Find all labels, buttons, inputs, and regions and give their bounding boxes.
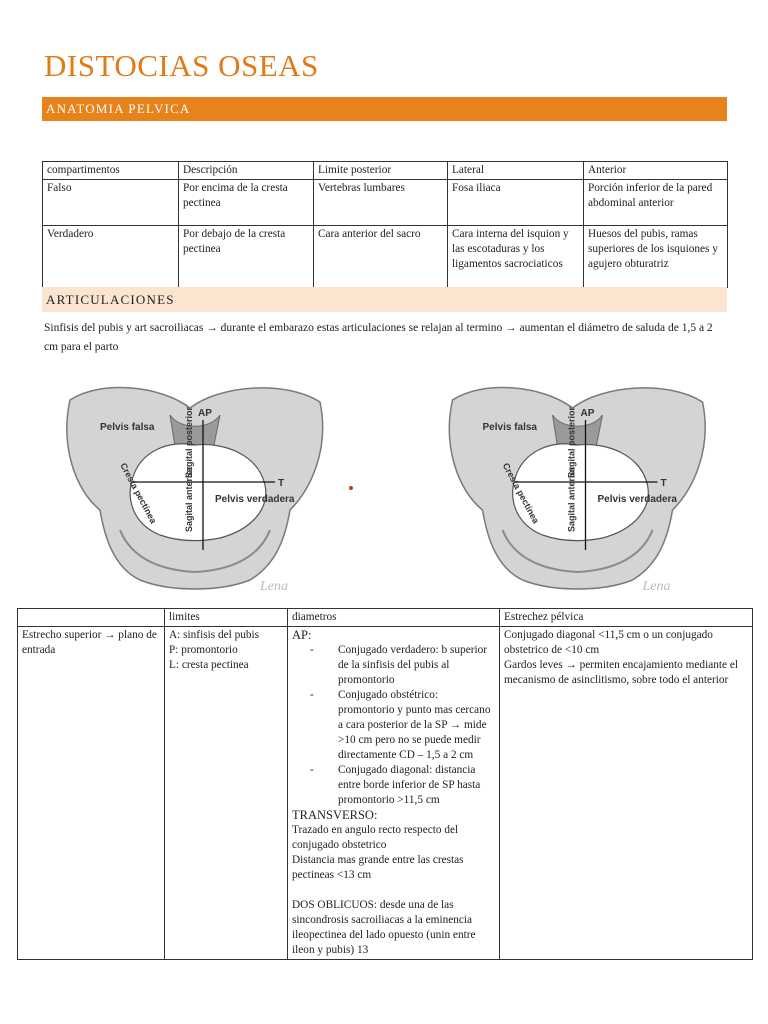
row-label: Estrecho superior → plano de entrada: [18, 627, 165, 960]
header-cell: Limite posterior: [314, 162, 448, 180]
table-cell: Verdadero: [43, 226, 179, 288]
limite-item: P: promontorio: [169, 644, 238, 656]
diametros-cell: [288, 627, 500, 960]
table-row: [18, 627, 753, 960]
ap-label: AP: [580, 408, 595, 419]
table-row: [43, 180, 728, 226]
red-dot: [349, 486, 353, 490]
table-header-row: [43, 162, 728, 180]
table-cell: Porción inferior de la pared abdominal anterior: [584, 180, 728, 226]
pelvis-verdadera-label: Pelvis verdadera: [597, 494, 677, 505]
sagital-anterior-label: Sagital anterior: [566, 466, 577, 532]
list-item: - Conjugado obstétrico: promontorio y punto mas cercano a cara posterior de la SP → mide >10 cm pero no se puede medir directamente CD – 1,5 a 2 cm: [338, 688, 495, 763]
pelvic-inlet: [130, 444, 266, 541]
table-cell: Por debajo de la cresta pectinea: [179, 226, 314, 288]
table-cell: Vertebras lumbares: [314, 180, 448, 226]
oblicuos-text: DOS OBLICUOS: desde una de las sincondrosis sacroiliacas a la eminencia ileopectinea del lado opuesto (unin entre ileon y pubis) 13: [292, 899, 476, 956]
section-heading-articulaciones: ARTICULACIONES: [42, 287, 727, 312]
pelvis-falsa-label: Pelvis falsa: [100, 422, 155, 433]
transverso-text: Distancia mas grande entre las crestas pectineas <13 cm: [292, 854, 464, 881]
header-cell: Estrechez pélvica: [500, 609, 753, 627]
header-cell: Anterior: [584, 162, 728, 180]
limites-cell: [165, 627, 288, 960]
table-header-row: [18, 609, 753, 627]
estrechez-cell: [500, 627, 753, 960]
header-cell: Descripción: [179, 162, 314, 180]
list-item: - Conjugado diagonal: distancia entre borde inferior de SP hasta promontorio >11,5 cm: [338, 763, 495, 808]
table-cell: Falso: [43, 180, 179, 226]
watermark-label: Lena: [260, 579, 288, 594]
sagital-anterior-label: Sagital anterior: [184, 466, 194, 532]
ap-list: [292, 643, 495, 808]
t-label: T: [278, 478, 285, 489]
limite-item: L: cresta pectinea: [169, 659, 249, 671]
pelvis-diagram-right: [435, 380, 720, 595]
sagital-posterior-label: Sagital posterior: [566, 406, 577, 478]
t-label: T: [660, 478, 667, 489]
table-cell: Huesos del pubis, ramas superiores de los isquiones y agujero obturatriz: [584, 226, 728, 288]
header-cell: diametros: [288, 609, 500, 627]
sagital-posterior-label: Sagital posterior: [184, 406, 194, 478]
table-cell: Por encima de la cresta pectinea: [179, 180, 314, 226]
header-cell: Lateral: [448, 162, 584, 180]
pelvis-falsa-label: Pelvis falsa: [482, 422, 537, 433]
estrecho-table: [17, 608, 753, 960]
anatomy-table: [42, 161, 728, 288]
section-heading-anatomia: ANATOMIA PELVICA: [42, 97, 727, 121]
pelvis-verdadera-label: Pelvis verdadera: [215, 494, 295, 505]
table-cell: Fosa iliaca: [448, 180, 584, 226]
page-title: DISTOCIAS OSEAS: [44, 48, 319, 83]
ap-heading: AP:: [292, 628, 312, 642]
cresta-pectinea-label: Cresta pectínea: [118, 461, 159, 526]
ap-label: AP: [198, 408, 212, 419]
intro-paragraph: Sinfisis del pubis y art sacroiliacas → durante el embarazo estas articulaciones se relajan al termino → aumentan el diámetro de saluda de 1,5 a 2 cm para el parto: [44, 322, 713, 353]
transverso-text: Trazado en angulo recto respecto del conjugado obstetrico: [292, 824, 459, 851]
pelvis-diagram-left: [60, 380, 330, 595]
cresta-pectinea-label: Cresta pectínea: [500, 461, 542, 526]
transverso-heading: TRANSVERSO:: [292, 808, 378, 822]
estrechez-text: Conjugado diagonal <11,5 cm o un conjugado obstetrico de <10 cm: [504, 629, 713, 656]
header-cell: compartimentos: [43, 162, 179, 180]
watermark-label: Lena: [642, 579, 671, 594]
table-cell: Cara interna del isquion y las escotaduras y los ligamentos sacrociaticos: [448, 226, 584, 288]
header-cell: limites: [165, 609, 288, 627]
spacer: [292, 883, 495, 898]
table-cell: Cara anterior del sacro: [314, 226, 448, 288]
header-cell: [18, 609, 165, 627]
estrechez-text: Gardos leves → permiten encajamiento mediante el mecanismo de asinclitismo, sobre todo el anterior: [504, 659, 739, 686]
limite-item: A: sinfisis del pubis: [169, 629, 260, 641]
table-row: [43, 226, 728, 288]
pelvic-inlet: [513, 444, 649, 541]
list-item: - Conjugado verdadero: b superior de la sinfisis del pubis al promontorio: [338, 643, 495, 688]
